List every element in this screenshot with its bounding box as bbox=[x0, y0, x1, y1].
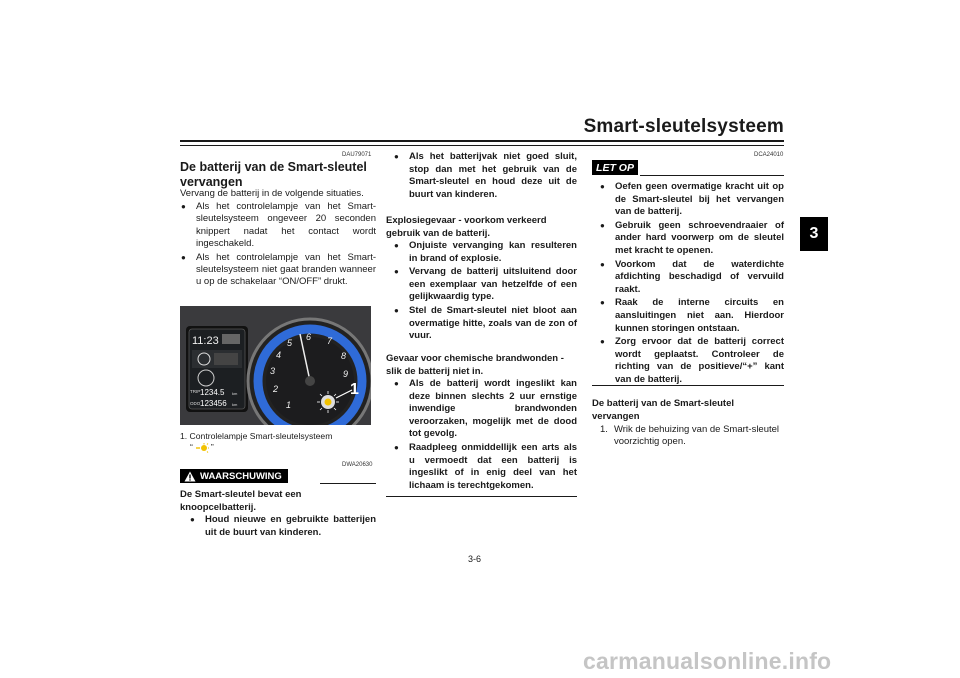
warning-end-rule bbox=[386, 496, 577, 497]
gauge-number-3: 3 bbox=[270, 366, 276, 376]
warning-list-continued bbox=[393, 151, 577, 202]
list-item: ● Raadpleeg onmiddellijk een arts als u vermoedt dat een batterij is ingeslikt of in enig deel van het lichaam is terechtgekomen. bbox=[393, 442, 577, 492]
header-title: Smart-sleutelsysteem bbox=[583, 116, 784, 137]
list-item: ● Raak de interne circuits en aansluitingen niet aan. Hierdoor kunnen storingen ontstaan. bbox=[599, 297, 784, 335]
notice-end-rule bbox=[592, 385, 784, 386]
step-number: 1. bbox=[600, 424, 608, 435]
list-item: ● Voorkom dat de waterdichte afdichting beschadigd of vervuild raakt. bbox=[599, 259, 784, 297]
gauge-number-7: 7 bbox=[327, 336, 333, 346]
dashboard-illustration bbox=[180, 306, 371, 425]
gauge-number-5: 5 bbox=[287, 338, 293, 348]
caption-line1: 1. Controlelampje Smart-sleutelsysteem bbox=[180, 431, 333, 441]
procedure-heading: De batterij van de Smart-sleutel vervangen bbox=[592, 398, 735, 422]
lcd-time: 11:23 bbox=[192, 335, 219, 347]
list-item: ● Stel de Smart-sleutel niet bloot aan overmatige hitte, zoals van de zon of vuur. bbox=[393, 305, 577, 343]
list-item: ● Oefen geen overmatige kracht uit op de Smart-sleutel bij het vervangen van de batterij. bbox=[599, 181, 784, 219]
chapter-tab[interactable]: 3 bbox=[800, 217, 828, 251]
smart-key-indicator-icon bbox=[195, 443, 209, 453]
situation-list bbox=[180, 201, 376, 290]
step-text: Wrik de behuizing van de Smart-sleutel voorzichtig open. bbox=[613, 424, 780, 448]
gauge-number-6: 6 bbox=[306, 332, 312, 342]
list-item: ● Zorg ervoor dat de batterij correct wordt geplaatst. Controleer de richting van de positieve/“+” kant van de batterij. bbox=[599, 336, 784, 386]
gauge-number-4: 4 bbox=[276, 350, 282, 360]
chemical-heading: Gevaar voor chemische brandwonden - slik de batterij niet in. bbox=[386, 353, 564, 377]
gauge-number-1: 1 bbox=[286, 400, 292, 410]
procedure-step bbox=[600, 424, 784, 449]
warning-rule bbox=[320, 483, 376, 484]
section-code: DAU79071 bbox=[342, 152, 372, 158]
lcd-odo-label: ODO bbox=[190, 401, 201, 406]
list-item: ● Als de batterij wordt ingeslikt kan deze binnen slechts 2 uur ernstige inwendige brandwonden veroorzaken, mogelijk met de dood tot gevolg. bbox=[393, 378, 577, 441]
page-number: 3-6 bbox=[468, 554, 482, 564]
gauge-number-9: 9 bbox=[343, 369, 349, 379]
warning-triangle-icon bbox=[184, 471, 196, 482]
warning-badge bbox=[180, 469, 288, 483]
notice-list bbox=[599, 181, 784, 388]
list-item: ● Als het controlelampje van het Smart-sleutelsysteem ongeveer 20 seconden knippert nadat het contact wordt ingeschakeld. bbox=[180, 201, 376, 251]
header-rule-thin bbox=[180, 145, 784, 146]
list-item: ● Gebruik geen schroevendraaier of ander hard voorwerp om de sleutel met kracht te openen. bbox=[599, 220, 784, 258]
figure-caption bbox=[180, 431, 376, 453]
lcd-trip-value: 1234.5 bbox=[200, 388, 225, 397]
list-item: ● Onjuiste vervanging kan resulteren in brand of explosie. bbox=[393, 240, 577, 265]
caption-quote-close: ” bbox=[210, 442, 214, 452]
warning-code: DWA20630 bbox=[342, 462, 373, 468]
notice-badge: LET OP bbox=[592, 160, 638, 175]
list-item: ● Houd nieuwe en gebruikte batterijen uit de buurt van kinderen. bbox=[189, 514, 376, 539]
notice-rule bbox=[640, 175, 784, 176]
notice-code: DCA24010 bbox=[754, 152, 784, 158]
dashboard-figure bbox=[180, 306, 371, 425]
section-title: De batterij van de Smart-sleutel vervangen bbox=[180, 160, 367, 189]
chemical-list bbox=[393, 378, 577, 493]
header-rule bbox=[180, 140, 784, 142]
warning-list bbox=[189, 514, 376, 540]
list-item: ● Vervang de batterij uitsluitend door een exemplaar van hetzelfde of een gelijkwaardig type. bbox=[393, 266, 577, 304]
figure-callout-1: 1 bbox=[350, 381, 359, 398]
caption-quote-open: “ bbox=[190, 442, 193, 452]
intro-text: Vervang de batterij in de volgende situaties. bbox=[180, 188, 364, 199]
gauge-number-2: 2 bbox=[273, 384, 279, 394]
list-item: ● Als het controlelampje van het Smart-sleutelsysteem niet gaat branden wanneer u op de schakelaar “ON/OFF” drukt. bbox=[180, 252, 376, 289]
lcd-odo-value: 123456 bbox=[200, 399, 227, 408]
explosion-list bbox=[393, 240, 577, 344]
warning-label: WAARSCHUWING bbox=[200, 470, 282, 482]
lcd-odo-unit: km bbox=[232, 402, 238, 407]
warning-lead: De Smart-sleutel bevat een knoopcelbatterij. bbox=[180, 489, 302, 513]
list-item: ● Als het batterijvak niet goed sluit, stop dan met het gebruik van de Smart-sleutel en houd deze uit de buurt van kinderen. bbox=[393, 151, 577, 201]
explosion-heading: Explosiegevaar - voorkom verkeerd gebruik van de batterij. bbox=[386, 215, 547, 239]
lcd-trip-unit: km bbox=[232, 391, 238, 396]
caption-line2 bbox=[180, 442, 376, 453]
watermark[interactable]: carmanualsonline.info bbox=[583, 648, 832, 674]
lcd-trip-label: TRIP bbox=[190, 389, 201, 394]
gauge-number-8: 8 bbox=[341, 351, 347, 361]
